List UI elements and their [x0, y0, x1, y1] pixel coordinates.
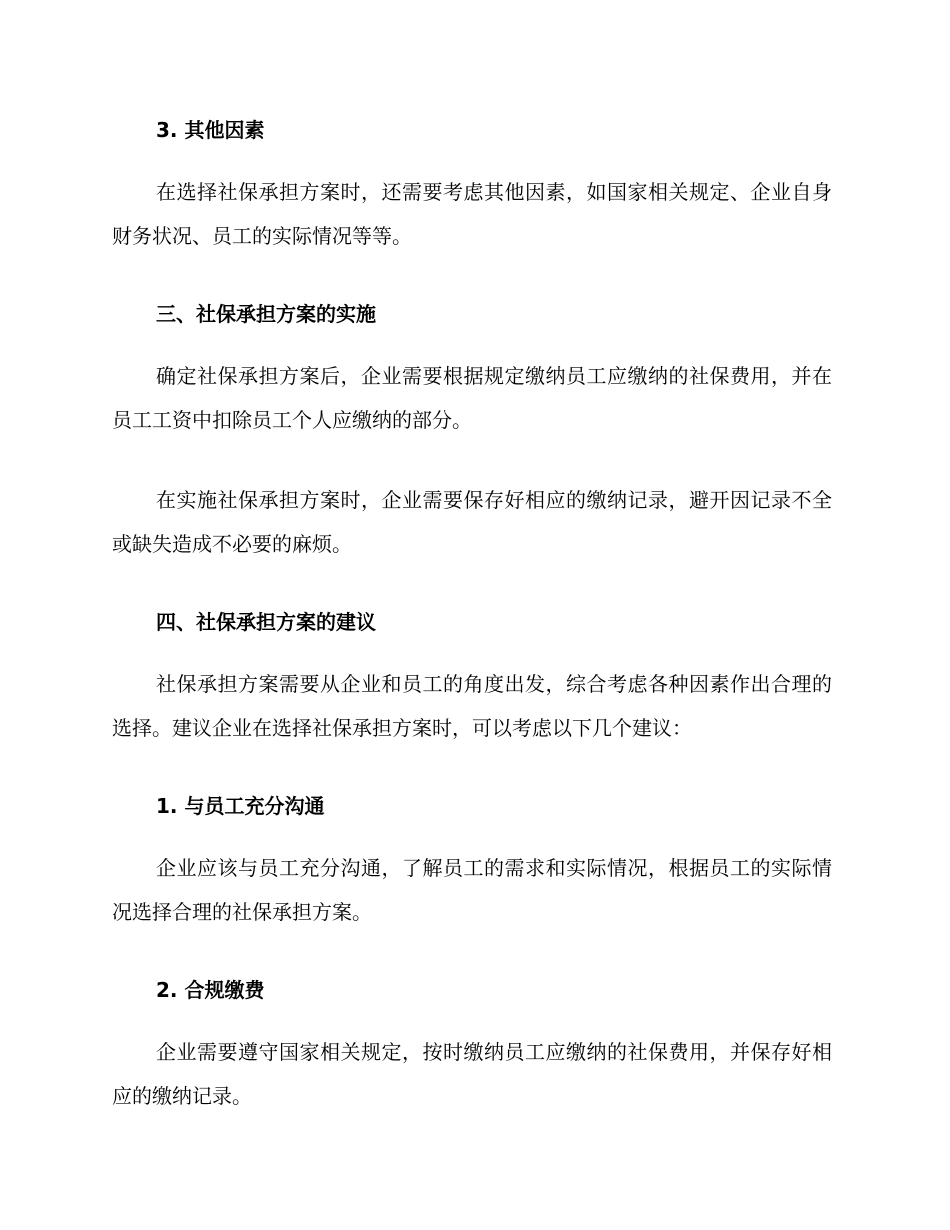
paragraph-other-factors: 在选择社保承担方案时，还需要考虑其他因素，如国家相关规定、企业自身财务状况、员工的实际情况等等。	[112, 180, 832, 248]
paragraph-implementation-2: 在实施社保承担方案时，企业需要保存好相应的缴纳记录，避开因记录不全或缺失造成不必要的麻烦。	[112, 488, 832, 556]
subheading-compliance: 2. 合规缴费	[156, 978, 265, 1002]
paragraph-implementation-1: 确定社保承担方案后，企业需要根据规定缴纳员工应缴纳的社保费用，并在员工工资中扣除员工个人应缴纳的部分。	[112, 364, 832, 432]
section-heading-other-factors: 3. 其他因素	[156, 118, 265, 142]
section-heading-implementation: 三、社保承担方案的实施	[156, 302, 376, 326]
section-heading-suggestions: 四、社保承担方案的建议	[156, 610, 376, 634]
paragraph-compliance: 企业需要遵守国家相关规定，按时缴纳员工应缴纳的社保费用，并保存好相应的缴纳记录。	[112, 1040, 832, 1108]
paragraph-communicate: 企业应该与员工充分沟通，了解员工的需求和实际情况，根据员工的实际情况选择合理的社保承担方案。	[112, 856, 832, 924]
document-body	[112, 110, 832, 1118]
paragraph-suggestions: 社保承担方案需要从企业和员工的角度出发，综合考虑各种因素作出合理的选择。建议企业在选择社保承担方案时，可以考虑以下几个建议：	[112, 672, 832, 740]
subheading-communicate: 1. 与员工充分沟通	[156, 794, 325, 818]
